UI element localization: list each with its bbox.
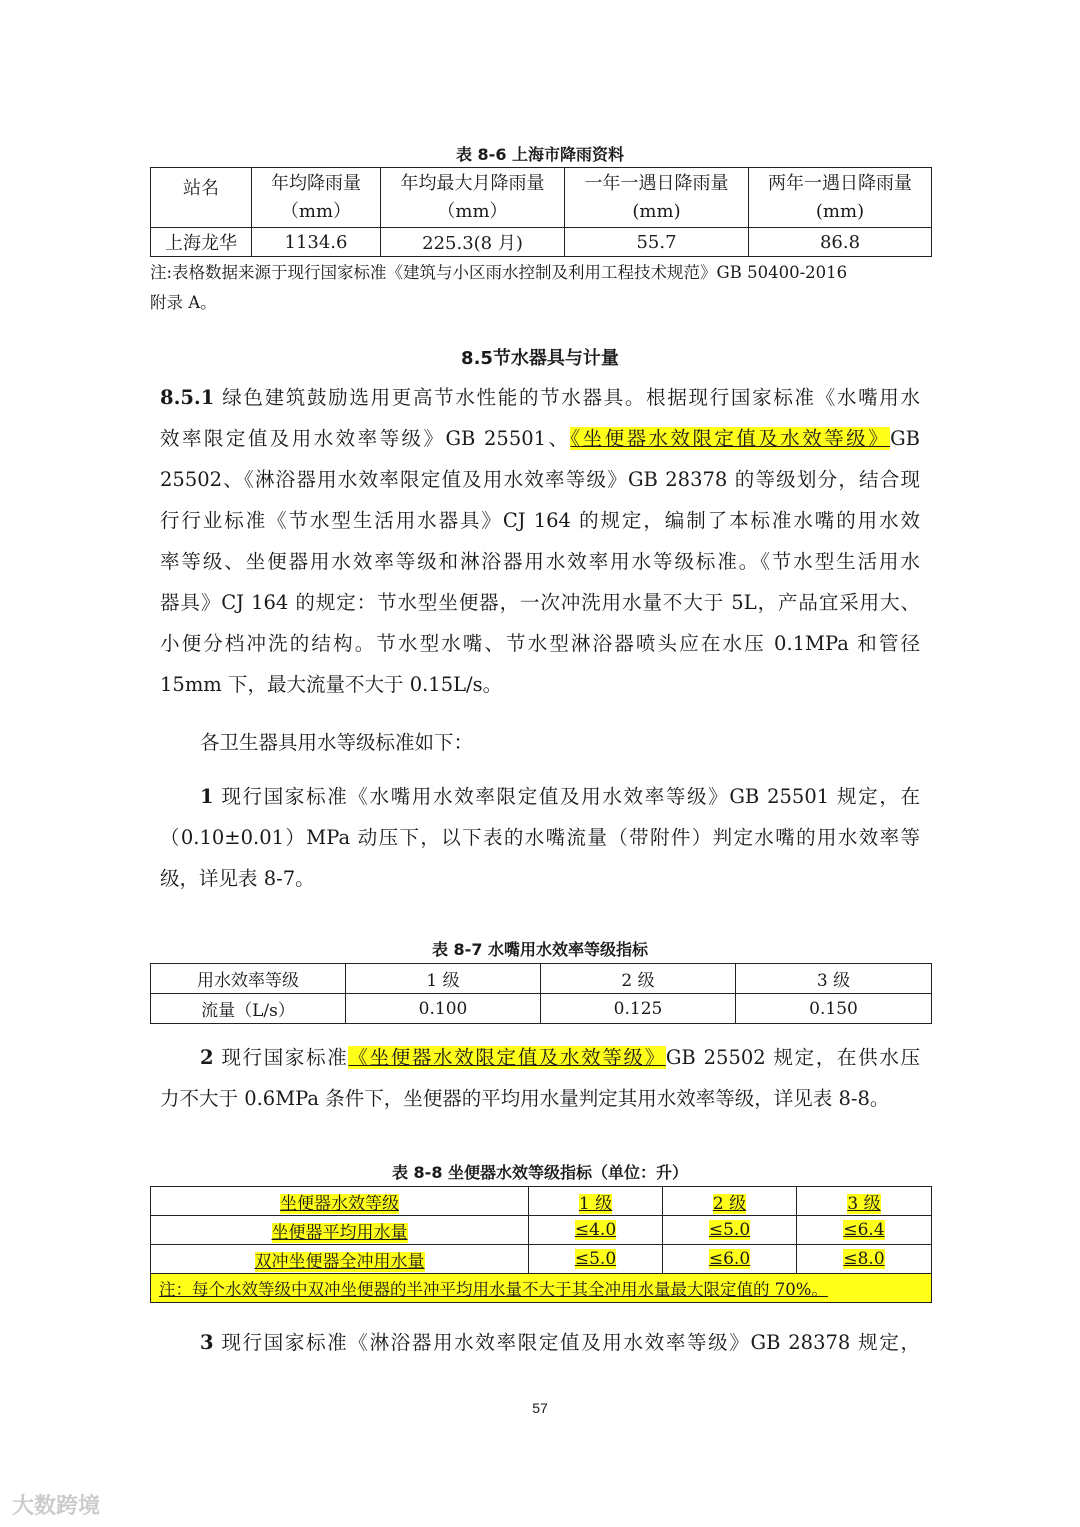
page-number: 57 <box>532 1400 548 1416</box>
table-row <box>151 994 932 1024</box>
table-8-8 <box>150 1186 932 1303</box>
table-note: 注：每个水效等级中双冲坐便器的半冲平均用水量不大于其全冲用水量最大限定值的 70%。 <box>151 1274 932 1303</box>
table-row <box>151 964 932 994</box>
header-cell: 站名 <box>151 168 252 228</box>
header-cell: 1 级 <box>346 964 541 994</box>
text-line: 现行国家标准 <box>213 1046 349 1069</box>
table-cell: 0.150 <box>736 994 932 1024</box>
header-cell: 用水效率等级 <box>151 964 346 994</box>
table-cell: ≤5.0 <box>663 1216 797 1245</box>
header-cell: 坐便器水效等级 <box>151 1187 529 1216</box>
table-row <box>151 168 932 228</box>
text-line: 15mm 下，最大流量不大于 0.15L/s。 <box>160 673 503 696</box>
text-line: GB <box>890 427 920 450</box>
text-line: 器具》CJ 164 的规定：节水型坐便器，一次冲洗用水量不大于 5L，产品宜采用大、 <box>160 591 920 614</box>
table-cell: ≤6.0 <box>663 1245 797 1274</box>
highlighted-standard: 《坐便器水效限定值及水效等级》 <box>570 427 891 450</box>
intro-text: 各卫生器具用水等级标准如下： <box>200 731 474 754</box>
table-cell: 1134.6 <box>252 228 381 257</box>
paragraph-8-5-1 <box>160 377 920 705</box>
header-cell: 2 级 <box>663 1187 797 1216</box>
text-line: 级，详见表 8-7。 <box>160 867 315 890</box>
text-line: 行行业标准《节水型生活用水器具》CJ 164 的规定，编制了本标准水嘴的用水效 <box>160 509 920 532</box>
item-2 <box>160 1037 920 1119</box>
note-line: 附录 A。 <box>150 293 217 312</box>
table-cell: 225.3(8 月) <box>381 228 565 257</box>
table-cell: ≤8.0 <box>797 1245 932 1274</box>
table-cell: ≤5.0 <box>529 1245 663 1274</box>
table-cell: 坐便器平均用水量 <box>151 1216 529 1245</box>
header-cell: 1 级 <box>529 1187 663 1216</box>
table-8-6-caption: 表 8-6 上海市降雨资料 <box>455 145 625 164</box>
table-cell: 86.8 <box>749 228 932 257</box>
header-cell: 两年一遇日降雨量 (mm) <box>749 168 932 228</box>
text-line: （0.10±0.01）MPa 动压下，以下表的水嘴流量（带附件）判定水嘴的用水效率等 <box>160 826 920 849</box>
table-row <box>151 1245 932 1274</box>
text-line: 率等级、坐便器用水效率等级和淋浴器用水效率用水等级标准。《节水型生活用水 <box>160 550 920 573</box>
item-3 <box>160 1322 920 1363</box>
text-line: 绿色建筑鼓励选用更高节水性能的节水器具。根据现行国家标准《水嘴用水 <box>214 386 920 409</box>
table-cell: 0.125 <box>541 994 736 1024</box>
header-cell: 年均降雨量 （mm） <box>252 168 381 228</box>
table-8-7 <box>150 963 932 1024</box>
header-cell: 2 级 <box>541 964 736 994</box>
section-title: 8.5节水器具与计量 <box>461 348 619 369</box>
table-8-8-caption: 表 8-8 坐便器水效等级指标（单位：升） <box>391 1163 689 1182</box>
item-1 <box>160 776 920 899</box>
table-row <box>151 1274 932 1303</box>
text-line: 现行国家标准《水嘴用水效率限定值及用水效率等级》GB 25501 规定，在 <box>213 785 920 808</box>
table-cell: 流量（L/s） <box>151 994 346 1024</box>
table-row <box>151 228 932 257</box>
text-line: 小便分档冲洗的结构。节水型水嘴、节水型淋浴器喷头应在水压 0.1MPa 和管径 <box>160 632 920 655</box>
table-8-7-caption: 表 8-7 水嘴用水效率等级指标 <box>431 940 649 959</box>
item-number: 1 <box>200 785 214 808</box>
item-number: 3 <box>200 1331 214 1354</box>
table-8-6 <box>150 167 932 257</box>
item-number: 2 <box>200 1046 214 1069</box>
table-row <box>151 1216 932 1245</box>
table-cell: 0.100 <box>346 994 541 1024</box>
clause-number: 8.5.1 <box>160 386 215 409</box>
header-cell: 3 级 <box>797 1187 932 1216</box>
table-cell: ≤6.4 <box>797 1216 932 1245</box>
text-line: 力不大于 0.6MPa 条件下，坐便器的平均用水量判定其用水效率等级，详见表 8-8。 <box>160 1087 890 1110</box>
text-line: 现行国家标准《淋浴器用水效率限定值及用水效率等级》GB 28378 规定， <box>213 1331 920 1354</box>
table-cell: 上海龙华 <box>151 228 252 257</box>
table-cell: ≤4.0 <box>529 1216 663 1245</box>
table-row <box>151 1187 932 1216</box>
text-line: 效率限定值及用水效率等级》GB 25501、 <box>160 427 571 450</box>
note-line: 注:表格数据来源于现行国家标准《建筑与小区雨水控制及利用工程技术规范》GB 50400-2016 <box>150 263 848 282</box>
text-line: GB 25502 规定，在供水压 <box>665 1046 920 1069</box>
header-cell: 一年一遇日降雨量 (mm) <box>565 168 749 228</box>
header-cell: 年均最大月降雨量 （mm） <box>381 168 565 228</box>
table-8-6-note <box>150 258 930 318</box>
highlighted-standard: 《坐便器水效限定值及水效等级》 <box>348 1046 666 1069</box>
watermark-logo: 大数跨境 <box>12 1494 101 1519</box>
header-cell: 3 级 <box>736 964 932 994</box>
text-line: 25502、《淋浴器用水效率限定值及用水效率等级》GB 28378 的等级划分，结合现 <box>160 468 920 491</box>
table-cell: 双冲坐便器全冲用水量 <box>151 1245 529 1274</box>
table-cell: 55.7 <box>565 228 749 257</box>
